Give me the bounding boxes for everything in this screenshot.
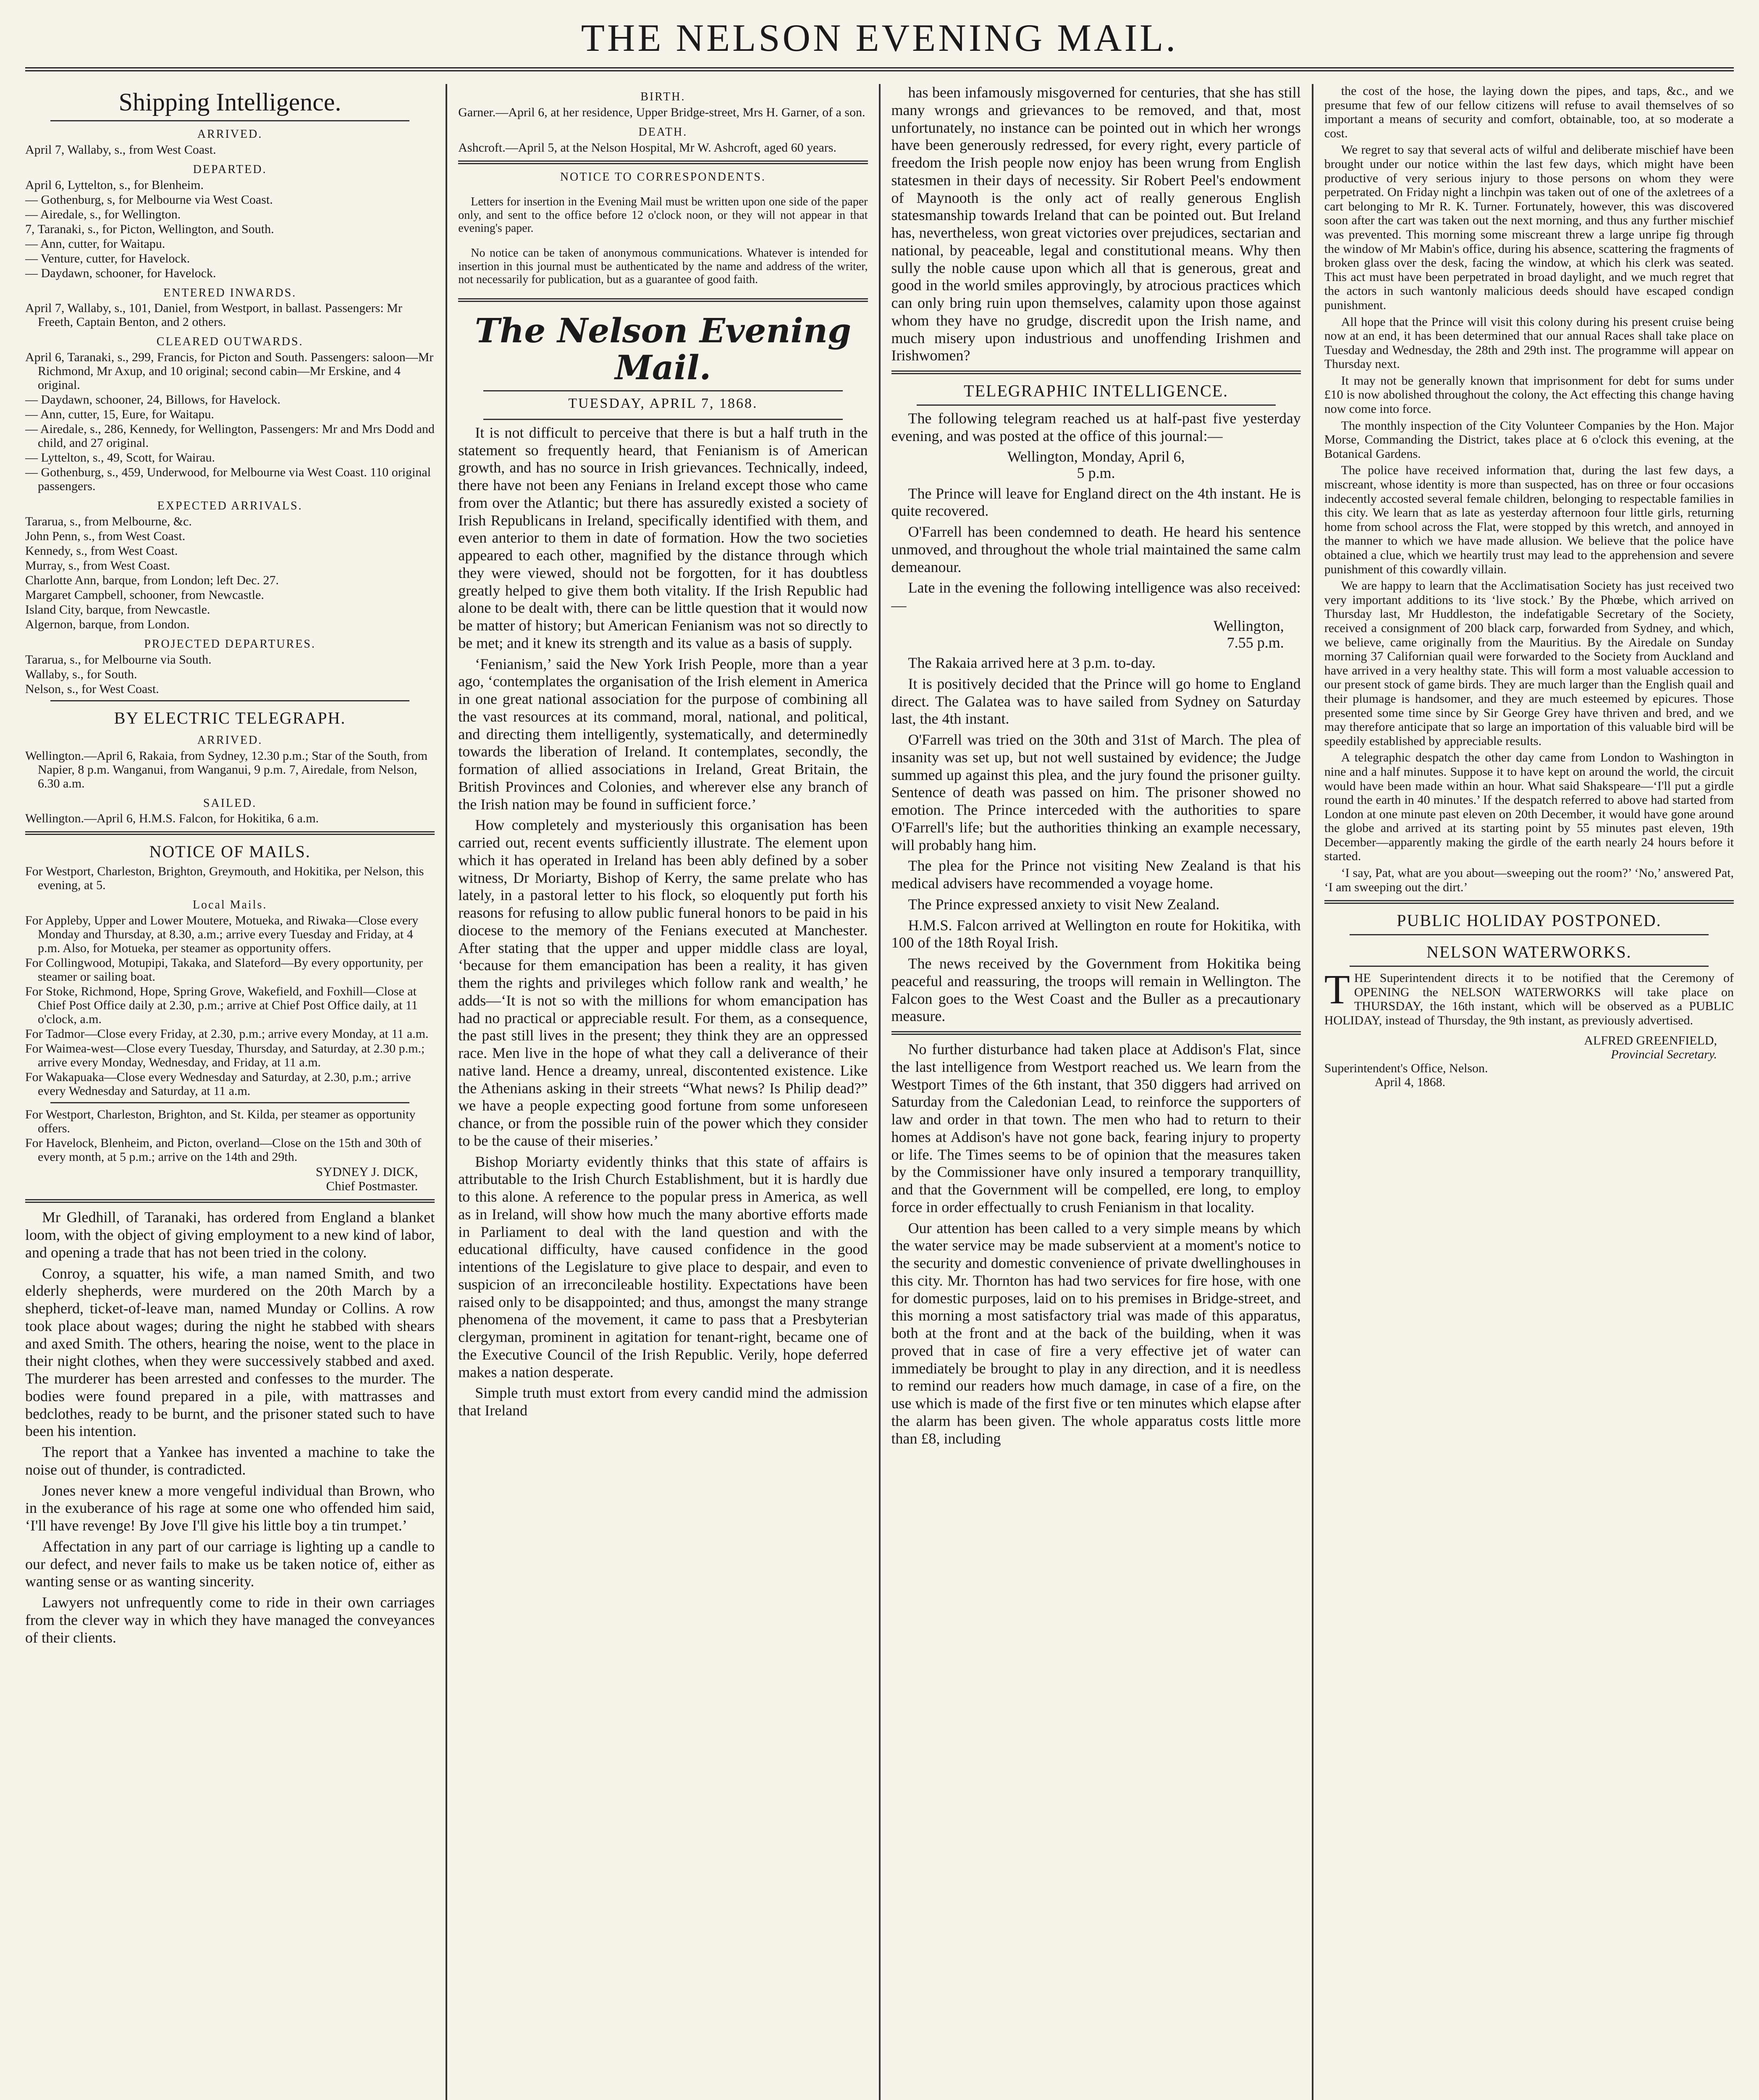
list-item: Nelson, s., for West Coast. xyxy=(25,682,159,696)
paragraph: The plea for the Prince not visiting New Zealand is that his medical advisers have recommended a voyage home. xyxy=(891,857,1301,892)
entered-heading: ENTERED INWARDS. xyxy=(163,286,297,299)
paragraph: It may not be generally known that imprisonment for debt for sums under £10 is now abolished throughout the colony, the Act effecting this change having now come into force. xyxy=(1324,373,1734,416)
paragraph: the cost of the hose, the laying down the pipes, and taps, &c., and we presume that few of our fellow citizens will refuse to avail themselves of so important a means of security and comfort, obtainable, too, at so moderate a cost. xyxy=(1324,84,1734,140)
editorial-continued xyxy=(891,84,1301,365)
divider xyxy=(25,1199,435,1203)
list-item: — Airedale, s., 286, Kennedy, for Wellington, Passengers: Mr and Mrs Dodd and child, and 27 original. xyxy=(25,422,435,450)
list-item: For Westport, Charleston, Brighton, and St. Kilda, per steamer as opportunity offers. xyxy=(25,1108,416,1136)
death-heading: DEATH. xyxy=(638,125,688,139)
paragraph: ‘Fenianism,’ said the New York Irish People, more than a year ago, ‘contemplates the organisation of the Irish element in America in one great national association for the purpose of combining all the vast resources at its command, moral, national, and political, and directing them intelligently, systematically, and determinedly towards the liberation of Ireland. It contemplates, secondly, the formation of allied associations in Ireland, Great Britain, the British Provinces and Colonies, and wherever else any branch of the Irish nation may be found in sufficient force.’ xyxy=(458,655,868,813)
tel-arrived-heading: ARRIVED. xyxy=(197,733,263,747)
departed-list xyxy=(25,178,435,280)
entered-list xyxy=(25,301,435,329)
paragraph: No further disturbance had taken place at Addison's Flat, since the last intelligence from Westport reached us. We learn from the Westport Times of the 6th instant, that 350 diggers had arrived on Saturday from the Caledonian Lead, to reinforce the supporters of law and order in that town. The men who had to return to their homes at Addison's have not gone back, fearing injury to property or life. The Times seems to be of opinion that the measures taken by the Commissioner have only insured a temporary tranquillity, and that the Government will be compelled, ere long, to employ force in order effectually to crush Fenianism in that locality. xyxy=(891,1041,1301,1215)
local-mails-heading: Local Mails. xyxy=(192,898,267,912)
paragraph: We regret to say that several acts of wilful and deliberate mischief have been brought under our notice within the last few days, which might have been productive of very serious injury to those persons on whom they were perpetrated. On Friday night a linchpin was taken out of one of the axletrees of a cart belonging to Mr R. K. Turner. Fortunately, however, this was discovered soon after the cart was taken out the next morning, and thus any further mischief was prevented. This morning some miscreant threw a large unripe fig through the window of Mr Mabin's office, during his absence, scattering the fragments of broken glass over the desk, facing the window, at which his clerk was seated. This act must have been perpetrated in broad daylight, and we much regret that the actors in such wantonly malicious deeds should have escaped condign punishment. xyxy=(1324,143,1734,312)
mails-signature-title: Chief Postmaster. xyxy=(326,1179,418,1194)
mails-intro: For Westport, Charleston, Brighton, Greymouth, and Hokitika, per Nelson, this evening, at 5. xyxy=(25,864,424,892)
divider xyxy=(458,160,868,164)
list-item: Charlotte Ann, barque, from London; left Dec. 27. xyxy=(25,573,279,587)
waterworks-heading: NELSON WATERWORKS. xyxy=(1426,942,1632,962)
telegram-paragraphs-2 xyxy=(891,654,1301,1025)
paragraph: Our attention has been called to a very simple means by which the water service may be made subservient at a moment's notice to the security and domestic convenience of private dwellinghouses in this city. Mr. Thornton has had two services for fire hose, with one for domestic purposes, laid on to his premises in Bridge-street, and this morning a most satisfactory trial was made of this apparatus, both at the front and at the back of the building, when it was proved that in case of fire a very effective jet of water can immediately be brought to play in any direction, and it is needless to remind our readers how much damage, in case of a fire, on the use which is made of the first five or ten minutes which elapse after the alarm has been given. The whole apparatus costs little more than £8, including xyxy=(891,1219,1301,1447)
list-item: Algernon, barque, from London. xyxy=(25,617,190,631)
list-item: — Gothenburg, s., 459, Underwood, for Melbourne via West Coast. 110 original passengers. xyxy=(25,465,431,494)
divider xyxy=(50,1102,409,1103)
advert-signature-title: Provincial Secretary. xyxy=(1611,1047,1717,1061)
list-item: — Lyttelton, s., 49, Scott, for Wairau. xyxy=(25,451,215,465)
projected-heading: PROJECTED DEPARTURES. xyxy=(144,637,316,651)
divider xyxy=(25,831,435,835)
paragraph: The Rakaia arrived here at 3 p.m. to-day. xyxy=(908,654,1156,672)
tel-sailed-heading: SAILED. xyxy=(203,796,257,810)
list-item: For Tadmor—Close every Friday, at 2.30, p.m.; arrive every Monday, at 11 a.m. xyxy=(25,1027,429,1041)
mails-extra-list xyxy=(25,1108,435,1164)
advert-signature: ALFRED GREENFIELD, xyxy=(1584,1033,1717,1047)
paragraph: The report that a Yankee has invented a machine to take the noise out of thunder, is contradicted. xyxy=(25,1444,435,1478)
local-paragraphs xyxy=(891,1041,1301,1447)
telegraph-heading: BY ELECTRIC TELEGRAPH. xyxy=(114,708,346,727)
paragraph: H.M.S. Falcon arrived at Wellington en route for Hokitika, with 100 of the 18th Royal Irish. xyxy=(891,916,1301,951)
paragraph: The Prince will leave for England direct on the 4th instant. He is quite recovered. xyxy=(891,485,1301,520)
paragraph: O'Farrell has been condemned to death. He heard his sentence unmoved, and throughout the whole trial maintained the same calm demeanour. xyxy=(891,523,1301,575)
telegraphic-heading: TELEGRAPHIC INTELLIGENCE. xyxy=(964,381,1229,400)
divider xyxy=(1350,934,1709,935)
masthead-title: THE NELSON EVENING MAIL. xyxy=(581,16,1178,59)
mails-signature: SYDNEY J. DICK, xyxy=(315,1164,418,1179)
paper-logo: The Nelson Evening Mail. xyxy=(474,310,852,387)
telegram-intro: The following telegram reached us at half-past five yesterday evening, and was posted at the office of this journal:— xyxy=(891,410,1301,444)
paragraph: We are happy to learn that the Acclimatisation Society has just received two very important additions to its ‘live stock.’ By the Phœbe, which arrived on Thursday last, Mr Huddleston, the indefatigable Secretary of the Society, received a consignment of 200 black carp, forwarded from Sydney, and which, we believe, came originally from the Mauritius. By the Airedale on Sunday morning 37 Californian quail were forwarded to the Society from Auckland and have arrived in a very healthy state. This will form a most valuable accession to our present stock of game birds. They are much larger than the English quail and their plumage is handsomer, and they are much esteemed by epicures. Those presented some time since by Sir George Grey have thriven and bred, and we may therefore anticipate that so large an importation of this valuable bird will be speedily established by appreciable results. xyxy=(1324,579,1734,748)
paragraph: How completely and mysteriously this organisation has been carried out, recent events sufficiently illustrate. The element upon which it has operated in Ireland has been ably defined by a sober witness, Dr Moriarty, Bishop of Kerry, the same prelate who has lately, in a pastoral letter to his flock, so eloquently put forth his reasons for refusing to allow public funeral honors to be paid in his diocese to the memory of the Fenians executed at Manchester. After stating that the upper and upper middle class are loyal, ‘because for them emancipation has been a reality, it has given them the rights and privileges which follow rank and wealth,’ he adds—‘It is not so with the millions for whom emancipation has had no practical or appreciable result. For them, as a consequence, the past still lives in the present; they think they are an oppressed race. Men live in the hope of what they call a deliverance of their native land. Hence a dreamy, unreal, discontented existence. Like the Athenians asking in their streets “What news? Is Philip dead?” we have a people expecting good fortune from some unforeseen chance, or from the possible ruin of the power which they consider to be the cause of their miseries.’ xyxy=(458,816,868,1149)
paragraph: A telegraphic despatch the other day came from London to Washington in nine and a half minutes. Suppose it to have kept on around the world, the circuit would have been made within an hour. What said Shakspeare—‘I'll put a girdle round the earth in 40 minutes.’ If the despatch referred to above had started from London at one minute past eleven on 20th December, it would have gone around the globe and arrived at its starting point by 55 minutes past eleven, 19th December—apparently making the girdle of the earth nearly 24 hours before it started. xyxy=(1324,751,1734,864)
column-3 xyxy=(879,84,1312,2100)
telegram-dateline-1: Wellington, Monday, April 6, xyxy=(1007,448,1185,465)
column-4 xyxy=(1312,84,1734,2100)
editorial-paragraphs xyxy=(458,424,868,1420)
mails-list xyxy=(25,914,435,1098)
list-item: For Collingwood, Motupipi, Takaka, and Slateford—By every opportunity, per steamer or sailing boat. xyxy=(25,956,423,984)
telegram-time-1: 5 p.m. xyxy=(1077,465,1115,482)
paragraph: Bishop Moriarty evidently thinks that this state of affairs is attributable to the Irish Church Establishment, but it is hardly due to this alone. A reference to the popular press in America, as well as in Ireland, will show how much the many abortive efforts made in Parliament to deal with the land question and with the educational difficulty, have caused confidence in the good intentions of the Legislature to give place to despair, and even to suspicion of an irreconcileable hostility. Expectations have been raised only to be disappointed; and thus, amongst the many strange phenomena of the movement, it came to pass that a Presbyterian clergyman, prominent in agitation for tenant-right, became one of the Executive Council of the Irish Republic. Verily, hope deferred makes a nation desperate. xyxy=(458,1153,868,1381)
local-news-paragraphs xyxy=(1324,84,1734,894)
col1-paragraphs xyxy=(25,1209,435,1646)
divider xyxy=(458,298,868,302)
list-item: — Daydawn, schooner, for Havelock. xyxy=(25,266,216,280)
divider xyxy=(917,404,1276,406)
list-item: Murray, s., from West Coast. xyxy=(25,558,170,572)
list-item: John Penn, s., from West Coast. xyxy=(25,529,186,543)
cleared-list xyxy=(25,350,435,493)
divider xyxy=(1324,900,1734,904)
birth-heading: BIRTH. xyxy=(640,90,686,103)
telegram-dateline-2: Wellington, xyxy=(1213,617,1284,634)
paragraph: It is positively decided that the Prince will go home to England direct. The Galatea was to have sailed from Sydney on Saturday last, the 4th instant. xyxy=(891,675,1301,727)
departed-heading: DEPARTED. xyxy=(193,163,267,176)
advert-office: Superintendent's Office, Nelson. xyxy=(1324,1061,1488,1075)
correspondents-heading: NOTICE TO CORRESPONDENTS. xyxy=(560,170,766,184)
list-item: Tararua, s., from Melbourne, &c. xyxy=(25,514,192,528)
list-item: Margaret Campbell, schooner, from Newcastle. xyxy=(25,588,264,602)
paragraph: The news received by the Government from Hokitika being peaceful and reassuring, the troops will remain in Wellington. The Falcon goes to the West Coast and the Buller as a precautionary measure. xyxy=(891,955,1301,1025)
list-item: For Wakapuaka—Close every Wednesday and Saturday, at 2.30, p.m.; arrive every Wednesday and Saturday, at 11 a.m. xyxy=(25,1070,411,1098)
paragraph: The Prince expressed anxiety to visit New Zealand. xyxy=(908,895,1220,913)
divider xyxy=(483,419,842,420)
paragraph: Simple truth must extort from every candid mind the admission that Ireland xyxy=(458,1384,868,1419)
divider xyxy=(483,390,842,391)
divider xyxy=(50,700,409,701)
advert-date: April 4, 1868. xyxy=(1374,1075,1446,1089)
list-item: — Daydawn, schooner, 24, Billows, for Havelock. xyxy=(25,393,280,407)
paragraph: Jones never knew a more vengeful individual than Brown, who in the exuberance of his rage at some one who offended him said, ‘I'll have revenge! By Jove I'll give his little boy a tin trumpet.’ xyxy=(25,1482,435,1534)
list-item: April 7, Wallaby, s., from West Coast. xyxy=(25,142,216,157)
telegram-paragraphs-1 xyxy=(891,485,1301,614)
advert-dropcap: T xyxy=(1324,966,1350,1013)
tel-arrived-list xyxy=(25,749,435,790)
list-item: 7, Taranaki, s., for Picton, Wellington, and South. xyxy=(25,222,274,236)
list-item: Wellington.—April 6, Rakaia, from Sydney, 12.30 p.m.; Star of the South, from Napier, 8 p.m. Wanganui, from Wanganui, 9 p.m. 7, Airedale, from Nelson, 6.30 a.m. xyxy=(25,748,428,790)
paragraph: The monthly inspection of the City Volunteer Companies by the Hon. Major Morse, Commanding the District, takes place at 6 o'clock this evening, at the Botanical Gardens. xyxy=(1324,418,1734,461)
expected-heading: EXPECTED ARRIVALS. xyxy=(157,499,303,513)
paragraph: ‘I say, Pat, what are you about—sweeping out the room?’ ‘No,’ answered Pat, ‘I am sweeping out the dirt.’ xyxy=(1324,866,1734,894)
waterworks-advert xyxy=(1324,966,1734,1028)
list-item: — Gothenburg, s, for Melbourne via West Coast. xyxy=(25,192,273,207)
paragraph: The police have received information that, during the last few days, a miscreant, whose identity is more than suspected, has on three or four occasions indecently accosted several female children, belonging to respectable families in this city. We learn that as late as yesterday afternoon four little girls, returning home from school across the Flat, were stopped by this wretch, and annoyed in the manner to which we have made allusion. We believe that the police have obtained a clue, which we heartily trust may lead to the apprehension and severe punishment of this cowardly villain. xyxy=(1324,463,1734,576)
masthead-rule xyxy=(25,67,1734,71)
shipping-heading: Shipping Intelligence. xyxy=(118,88,341,116)
list-item: — Airedale, s., for Wellington. xyxy=(25,207,181,221)
paragraph: Letters for insertion in the Evening Mail must be written upon one side of the paper only, and sent to the office before 12 o'clock noon, or they will not appear in that evening's paper. xyxy=(458,195,868,235)
paragraph: O'Farrell was tried on the 30th and 31st of March. The plea of insanity was set up, but not well sustained by evidence; the Judge summed up against this plea, and the jury found the prisoner guilty. Sentence of death was passed on him. The prisoner showed no emotion. The Prince interceded with the authorities to spare O'Farrell's life; but the authorities thinking an example necessary, will probably hang him. xyxy=(891,731,1301,853)
list-item: Wallaby, s., for South. xyxy=(25,667,137,681)
divider xyxy=(50,120,409,121)
list-item: For Appleby, Upper and Lower Moutere, Motueka, and Riwaka—Close every Monday and Thursday, at 8.30, a.m.; arrive every Tuesday and Friday, at 4 p.m. Also, for Motueka, per steamer as opportunity offers. xyxy=(25,914,419,956)
paragraph: Late in the evening the following intelligence was also received:— xyxy=(891,579,1301,614)
paragraph: has been infamously misgoverned for centuries, that she has still many wrongs and grievances to be removed, and that, most unfortunately, no instance can be pointed out in which her wrongs have been generously redressed, for every right, every particle of freedom the Irish people now enjoy has been wrung from English statesmen in their days of necessity. Sir Robert Peel's endowment of Maynooth is the only act of really generous English statesmanship towards Ireland that can be pointed out. But Ireland has, nevertheless, won great victories over prejudices, sectarian and national, by peaceable, legal and constitutional means. Why then sully the noble cause upon which all that is generous, great and good in the world smiles approvingly, by atrocious practices which can only bring ruin upon themselves, calamity upon those against whom they have no grudge, discredit upon the Irish name, and much misery upon industrious and unoffending Irishmen and Irishwomen? xyxy=(891,84,1301,364)
death-notice: Ashcroft.—April 5, at the Nelson Hospital, Mr W. Ashcroft, aged 60 years. xyxy=(458,140,836,155)
expected-list xyxy=(25,514,435,631)
list-item: Kennedy, s., from West Coast. xyxy=(25,543,178,558)
arrived-heading: ARRIVED. xyxy=(197,128,263,141)
paragraph: It is not difficult to perceive that there is but a half truth in the statement so frequently heard, that Fenianism is of American growth, and has no source in Irish grievances. Technically, indeed, there have not been any Fenians in Ireland except those who came from over the Atlantic; but there has assuredly existed a society of Irish Republicans in Ireland, specifically identified with them, and even anterior to them in date of formation. How the two societies appeared to each other, magnified by the distance through which they were viewed, should not be forgotten, for it has doubtless greatly helped to give them both vitality. If the Irish Republic had alone to be dealt with, there can be little question that it would now be matter of history; but American Fenianism was not so directly to be met; and it knew its strength and its value as a basis of supply. xyxy=(458,424,868,651)
arrived-list xyxy=(25,143,435,157)
projected-list xyxy=(25,653,435,696)
list-item: — Ann, cutter, for Waitapu. xyxy=(25,236,165,251)
list-item: Wellington.—April 6, H.M.S. Falcon, for Hokitika, 6 a.m. xyxy=(25,811,319,826)
mails-heading: NOTICE OF MAILS. xyxy=(149,842,311,861)
paragraph: No notice can be taken of anonymous communications. Whatever is intended for insertion in this journal must be authenticated by the name and address of the writer, not necessarily for publication, but as a guarantee of good faith. xyxy=(458,247,868,286)
issue-dateline: TUESDAY, APRIL 7, 1868. xyxy=(568,395,758,411)
divider xyxy=(891,1031,1301,1035)
list-item: Tararua, s., for Melbourne via South. xyxy=(25,652,212,667)
list-item: For Havelock, Blenheim, and Picton, overland—Close on the 15th and 30th of every month, at 5 p.m.; arrive on the 14th and 29th. xyxy=(25,1136,422,1164)
birth-notice: Garner.—April 6, at her residence, Upper Bridge-street, Mrs H. Garner, of a son. xyxy=(458,105,865,119)
correspondents-notice xyxy=(458,195,868,286)
advert-text: HE Superintendent directs it to be notified that the Ceremony of OPENING the NELSON WATERWORKS will take place on THURSDAY, the 16th instant, which will be observed as a PUBLIC HOLIDAY, instead of Thursday, the 9th instant, as previously advertised. xyxy=(1324,971,1734,1028)
cleared-heading: CLEARED OUTWARDS. xyxy=(156,335,304,349)
paragraph: Affectation in any part of our carriage is lighting up a candle to our defect, and never fails to make us be taken notice of, either as wanting sense or as wanting sincerity. xyxy=(25,1538,435,1590)
list-item: April 7, Wallaby, s., 101, Daniel, from Westport, in ballast. Passengers: Mr Freeth, Captain Benton, and 2 others. xyxy=(25,301,402,329)
list-item: For Waimea-west—Close every Tuesday, Thursday, and Saturday, at 2.30 p.m.; arrive every Monday, Wednesday, and Friday, at 11 a.m. xyxy=(25,1042,425,1070)
telegram-time-2: 7.55 p.m. xyxy=(1227,634,1284,651)
list-item: April 6, Taranaki, s., 299, Francis, for Picton and South. Passengers: saloon—Mr Richmond, Mr Axup, and 10 original; second cabin—Mr Erskine, and 4 original. xyxy=(25,350,434,392)
list-item: For Stoke, Richmond, Hope, Spring Grove, Wakefield, and Foxhill—Close at Chief Post Office daily at 2.30, p.m.; arrive at Chief Post Office daily, at 11 o'clock, a.m. xyxy=(25,984,418,1026)
paragraph: All hope that the Prince will visit this colony during his present cruise being now at an end, it has been determined that our annual Races shall take place on Tuesday and Wednesday, the 28th and 29th inst. The programme will appear on Thursday next. xyxy=(1324,315,1734,371)
divider xyxy=(1350,966,1709,967)
list-item: April 6, Lyttelton, s., for Blenheim. xyxy=(25,178,204,192)
list-item: Island City, barque, from Newcastle. xyxy=(25,602,210,617)
holiday-heading: PUBLIC HOLIDAY POSTPONED. xyxy=(1397,911,1662,930)
column-1 xyxy=(25,84,446,2100)
columns xyxy=(25,84,1734,2100)
list-item: — Ann, cutter, 15, Eure, for Waitapu. xyxy=(25,407,214,422)
paragraph: Lawyers not unfrequently come to ride in their own carriages from the clever way in which they have managed the conveyances of their clients. xyxy=(25,1594,435,1646)
masthead xyxy=(25,13,1734,63)
list-item: — Venture, cutter, for Havelock. xyxy=(25,251,190,265)
column-2 xyxy=(446,84,878,2100)
divider xyxy=(891,370,1301,374)
paragraph: Mr Gledhill, of Taranaki, has ordered from England a blanket loom, with the object of giving employment to a new kind of labor, and opening a trade that has not been tried in the colony. xyxy=(25,1209,435,1261)
paragraph: Conroy, a squatter, his wife, a man named Smith, and two elderly shepherds, were murdered on the 20th March by a shepherd, ticket-of-leave man, named Munday or Collins. A row took place about wages; during the night he stabbed with shears and axed Smith. The others, hearing the noise, went to the place in their night clothes, when they were successively stabbed and axed. The murderer has been arrested and confesses to the murder. The bodies were found prepared in a pile, with mattrasses and bedclothes, ready to be burnt, and the prisoner stated such to have been his intention. xyxy=(25,1265,435,1440)
tel-sailed-list xyxy=(25,811,435,825)
